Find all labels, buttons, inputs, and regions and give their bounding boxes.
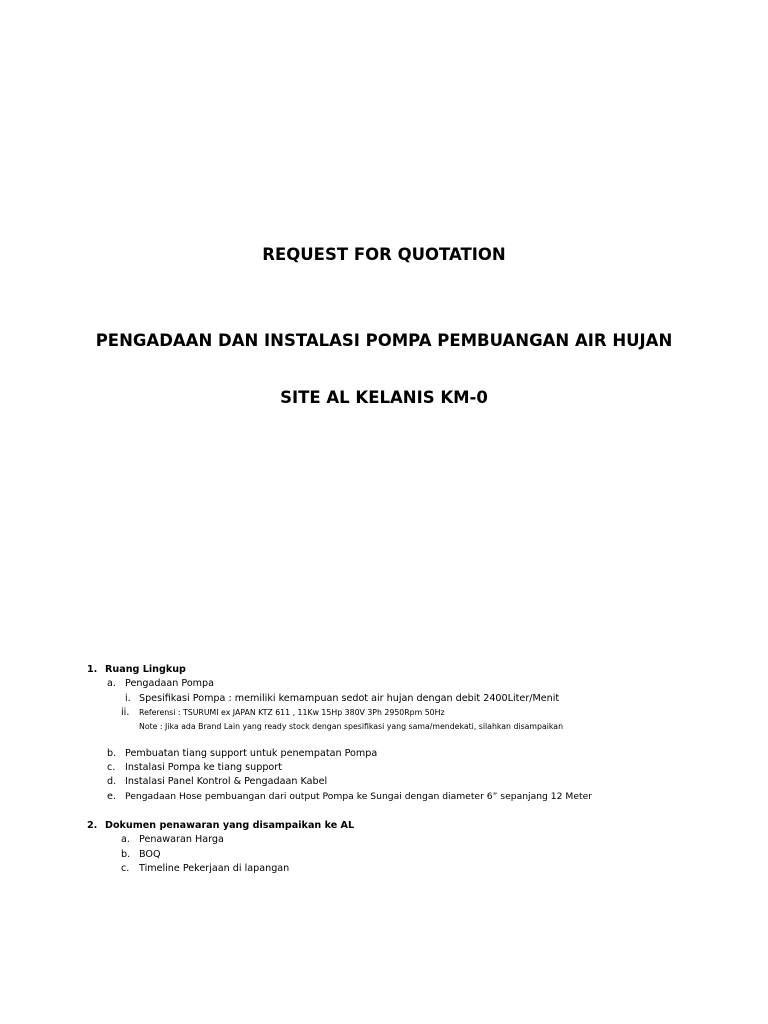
item-label: Penawaran Harga [139,834,224,845]
item-marker: c. [107,762,116,773]
item-label: Pembuatan tiang support untuk penempatan Pompa [125,748,378,759]
item-label: Pengadaan Hose pembuangan dari output Pompa ke Sungai dengan diameter 6” sepanjang 12 Meter [125,791,593,802]
item-marker: c. [121,863,130,874]
subitem-label: Referensi : TSURUMI ex JAPAN KTZ 611 , 11Kw 15Hp 380V 3Ph 2950Rpm 50Hz [139,708,445,717]
subitem-marker: i. [125,693,131,704]
document-site: SITE AL KELANIS KM-0 [280,388,488,407]
item-label: Instalasi Pompa ke tiang support [125,762,283,773]
note-text: Note : Jika ada Brand Lain yang ready stock dengan spesifikasi yang sama/mendekati, silahkan disampaikan [139,722,564,731]
section-1-label: Ruang Lingkup [105,664,186,675]
item-marker: b. [107,748,117,759]
item-marker: a. [121,834,130,845]
item-label: Instalasi Panel Kontrol & Pengadaan Kabel [125,776,328,787]
document-title: REQUEST FOR QUOTATION [262,245,506,264]
item-marker: e. [107,791,116,802]
item-marker: b. [121,849,131,860]
subitem-marker: ii. [121,707,130,718]
item-marker: d. [107,776,117,787]
section-2-marker: 2. [87,820,98,831]
subitem-label: Spesifikasi Pompa : memiliki kemampuan sedot air hujan dengan debit 2400Liter/Menit [139,693,560,704]
item-label: BOQ [139,849,161,860]
section-1-marker: 1. [87,664,98,675]
section-2-label: Dokumen penawaran yang disampaikan ke AL [105,820,355,831]
document-subtitle: PENGADAAN DAN INSTALASI POMPA PEMBUANGAN AIR HUJAN [95,331,673,350]
item-label: Pengadaan Pompa [125,678,214,689]
item-marker: a. [107,678,116,689]
item-label: Timeline Pekerjaan di lapangan [139,863,290,874]
